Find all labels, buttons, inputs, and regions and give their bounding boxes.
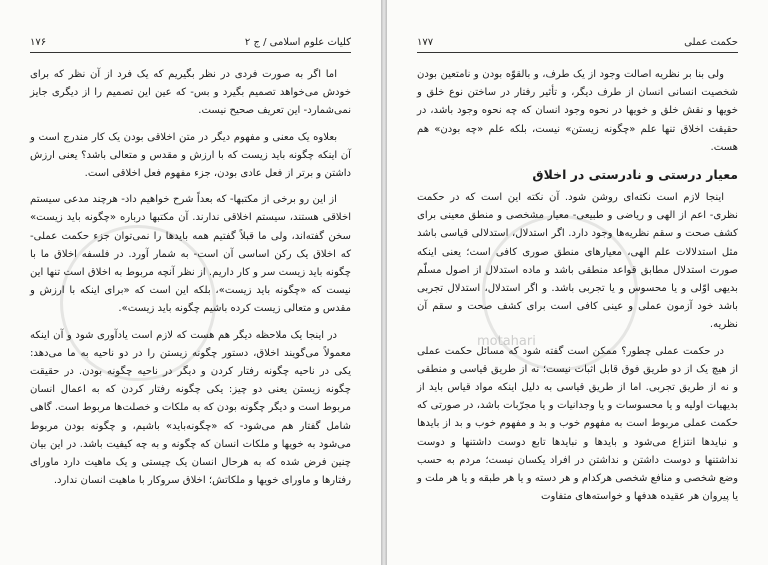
paragraph: بعلاوه یک معنی و مفهوم دیگر در متن اخلاقی بودن یک کار مندرج است و آن اینکه چگونه باید زیست که با ارزش و مقدس و متعالی باشد؟ یعنی ارزش داشتن و برتر از فعل عادی بودن، جزء مفهوم فعل اخلاقی است.: [30, 131, 351, 180]
watermark-text: motahari: [477, 334, 536, 349]
right-page: [387, 0, 768, 565]
right-page-body: [417, 66, 738, 557]
paragraph: در حکمت عملی چطور؟ ممکن است گفته شود که مسائل حکمت عملی از هیچ یک از دو طریق فوق قابل اثبات نیست؛ نه از طریق قیاسی و منطقی و نه از طریق تجربی. اما از طریق قیاسی به دلیل اینکه مواد قیاس باید از بدیهیات اولیه و یا محسوسات و یا وجدانیات و یا مجرّبات باشد، در صورتی که حکمت عملی مربوط است به مفهوم خوب و بد و مفهوم خوب و بد از بایدها و نبایدها انتزاع می‌شود و بایدها و نبایدها تابع دوست داشتنها و دوست نداشتنها و دوست داشتن و نداشتن در افراد یکسان نیست؛ مردم به حسب وضع شخصی و منافع شخصی هرکدام و هر دسته و یا هر طبقه و یا هر ملت و یا پیروان هر عقیده هدفها و خواسته‌های متفاوت: [417, 345, 738, 503]
left-page-body: [30, 66, 351, 557]
left-page-header: [30, 36, 351, 53]
left-running-header: کلیات علوم اسلامی / ج ۲: [244, 37, 351, 48]
paragraph: اینجا لازم است نکته‌ای روشن شود. آن نکته این است که در حکمت نظری- اعم از الهی و ریاضی و طبیعی- معیار مشخصی و منطق معینی برای کشف صحت و سقم نظریه‌ها وجود دارد. اگر استدلال، استدلالی قیاسی باشد مثل استدلالات علم الهی، معیارهای منطق صوری کافی است؛ یعنی اینکه صورت استدلال مطابق قواعد منطقی باشد و ماده استدلال از اصول مسلّم بدیهی اوّلی و یا محسوس و یا تجربی باشد. و اگر استدلال، استدلال تجربی باشد خود آزمون عملی و عینی کافی است برای کشف صحت و سقم آن نظریه.: [417, 192, 738, 331]
section-title: معیار درستی و نادرستی در اخلاق: [532, 167, 738, 183]
left-page-number: ۱۷۶: [30, 37, 47, 48]
paragraph: از این رو برخی از مکتبها- که بعداً شرح خواهیم داد- هرچند مدعی سیستم اخلاقی هستند، سیستم اخلاقی ندارند. آن مکتبها درباره «چگونه باید زیست» سخن گفته‌اند، ولی ما قبلاً گفتیم همه بایدها را نمی‌توان جزء حکمت عملی- که اخلاق یک رکن اساسی آن است- به شمار آورد. در فلسفه اخلاق ما با چگونه باید زیست سر و کار داریم. از نظر آنچه مربوط به اخلاق است تنها این نیست که «چگونه باید زیست»، بلکه این است که «برای اینکه با ارزش و مقدس و متعالی زیست کرده باشیم چگونه باید زیست».: [30, 194, 351, 315]
right-running-header: حکمت عملی: [684, 37, 738, 48]
paragraph: اما اگر به صورت فردی در نظر بگیریم که یک فرد از آن نظر که برای خودش می‌خواهد تصمیم بگیرد و بس- که عین این تصمیم را از دیگری جایز نمی‌شمارد- این تعریف صحیح نیست.: [30, 69, 351, 117]
right-page-number: ۱۷۷: [417, 37, 434, 48]
left-page: [0, 0, 381, 565]
paragraph: ولی بنا بر نظریه اصالت وجود از یک طرف، و بالقوّه بودن و نامتعین بودن شخصیت انسانی انسان از طرف دیگر، و تأثیر رفتار در ساختن نوع خلق و خویها و نقش خلق و خویها در نحوه وجود انسان که چه نحوه وجود باشد، در حقیقت اخلاق تنها علم «چگونه زیستن» نیست، بلکه علم «چه بودن» هم هست.: [417, 69, 738, 153]
paragraph: در اینجا یک ملاحظه دیگر هم هست که لازم است یادآوری شود و آن اینکه معمولاً می‌گویند اخلاق، دستور چگونه زیستن را در دو ناحیه به ما می‌دهد: یکی در ناحیه چگونه رفتار کردن و دیگر در ناحیه چگونه بودن. در حقیقت چگونه زیستن یعنی دو چیز: یکی چگونه رفتار کردن که به اعمال انسان مربوط است و دیگر چگونه بودن که به ملکات و خصلت‌ها مربوط است. گاهی شامل گفتار هم می‌شود- که «چگونه‌باید» باشیم، و چگونه بودن مربوط می‌شود به خویها و ملکات انسان که چگونه و به چه کیفیت باشد. در این بیان چنین فرض شده که به هرحال انسان یک چیستی و یک ماهیت دارد ماورای رفتارها و ماورای خویها و ملکاتش؛ اخلاق سروکار با ماهیت انسان ندارد.: [30, 329, 351, 487]
right-page-header: [417, 36, 738, 53]
